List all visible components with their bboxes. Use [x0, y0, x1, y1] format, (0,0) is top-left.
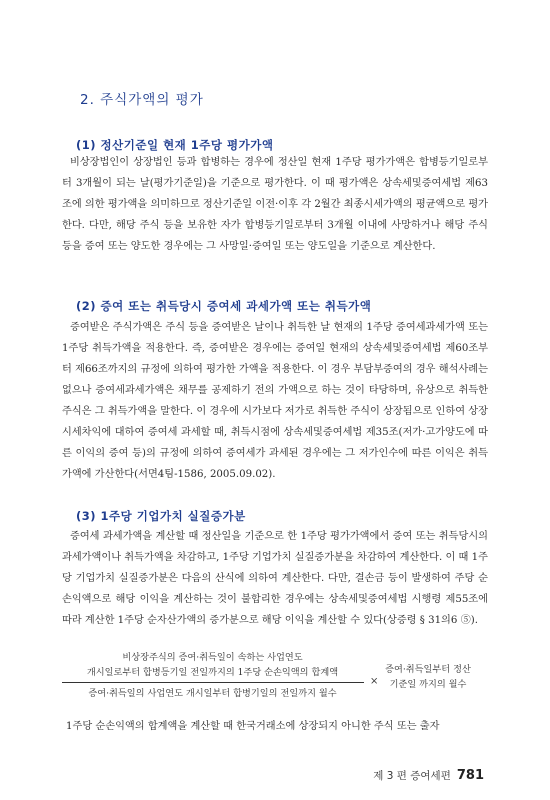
formula-right-line-1: 증여·취득일부터 정산 — [385, 664, 471, 675]
page-footer — [373, 768, 484, 783]
fraction-bar — [62, 682, 364, 683]
formula-numerator — [60, 650, 365, 680]
formula-right-line-2: 기준일 까지의 월수 — [389, 679, 467, 690]
subsection-heading-3: (3) 1주당 기업가치 실질증가분 — [76, 509, 246, 523]
paragraph-2: 증여받은 주식가액은 주식 등을 증여받은 날이나 취득한 날 현재의 1주당 증여세과세가액 또는 1주당 취득가액을 적용한다. 즉, 증여받은 경우에는 증여일 현재의 상속세및증여세법 제60조부터 제66조까지의 규정에 의하여 평가한 가액을 적용한다. 이 경우 부담부증여의 경우 해석사례는 없으나 증여세과세가액은 채무를 공제하기 전의 가액으로 하는 것이 타당하며, 유상으로 취득한 주식은 그 취득가액을 말한다. 이 경우에 시가보다 저가로 취득한 주식이 상장됨으로 인하여 상장시세차익에 대하여 증여세 과세할 때, 취득시점에 상속세및증여세법 제35조(저가·고가양도에 따른 이익의 증여 등)의 규정에 의하여 증여세가 과세된 경우에는 그 저가인수에 따른 이익은 취득가액에 가산한다(서면4팀-1586, 2005.09.02). — [62, 322, 488, 480]
multiply-operator: × — [370, 676, 379, 687]
formula-right-term — [382, 662, 474, 692]
formula-denominator: 증여·취득일의 사업연도 개시일부터 합병기일의 전일까지 월수 — [88, 688, 337, 699]
paragraph-3: 증여세 과세가액을 계산할 때 정산일을 기준으로 한 1주당 평가가액에서 증여 또는 취득당시의 과세가액이나 취득가액을 차감하고, 1주당 기업가치 실질증가분을 차감하여 계산한다. 이 때 1주당 기업가치 실질증가분은 다음의 산식에 의하여 계산한다. 다만, 결손금 등이 발생하여 주당 순손익액으로 해당 이익을 계산하는 것이 불합리한 경우에는 상속세및증여세법 시행령 제55조에 따라 계산한 1주당 순자산가액의 증가분으로 해당 이익을 계산할 수 있다(상증령 § 31의6 ⑤). — [62, 531, 488, 626]
subsection-heading-1: (1) 정산기준일 현재 1주당 평가가액 — [76, 138, 274, 152]
formula-numerator-line-2: 개시일로부터 합병등기일 전일까지의 1주당 순손익액의 합계액 — [86, 667, 339, 678]
subsection-heading-2: (2) 증여 또는 취득당시 증여세 과세가액 또는 취득가액 — [76, 299, 372, 313]
section-title: 2. 주식가액의 평가 — [80, 92, 204, 108]
trailing-paragraph: 1주당 순손익액의 합계액을 계산할 때 한국거래소에 상장되지 아니한 주식 또는 출자 — [66, 721, 440, 732]
paragraph-1: 비상장법인이 상장법인 등과 합병하는 경우에 정산일 현재 1주당 평가가액은 합병등기일로부터 3개월이 되는 날(평가기준일)을 기준으로 평가한다. 이 때 평가액은 상속세및증여세법 제63조에 의한 평가액을 의미하므로 정산기준일 이전·이후 각 2월간 최종시세가액의 평균액으로 평가한다. 다만, 해당 주식 등을 보유한 자가 합병등기일로부터 3개월 이내에 사망하거나 해당 주식 등을 증여 또는 양도한 경우에는 그 사망일·증여일 또는 양도일을 기준으로 계산한다. — [62, 157, 488, 252]
formula — [60, 648, 480, 718]
page-number: 781 — [456, 768, 484, 783]
formula-numerator-line-1: 비상장주식의 증여·취득일이 속하는 사업연도 — [122, 652, 303, 663]
footer-part-title: 제 3 편 증여세편 — [373, 770, 451, 782]
